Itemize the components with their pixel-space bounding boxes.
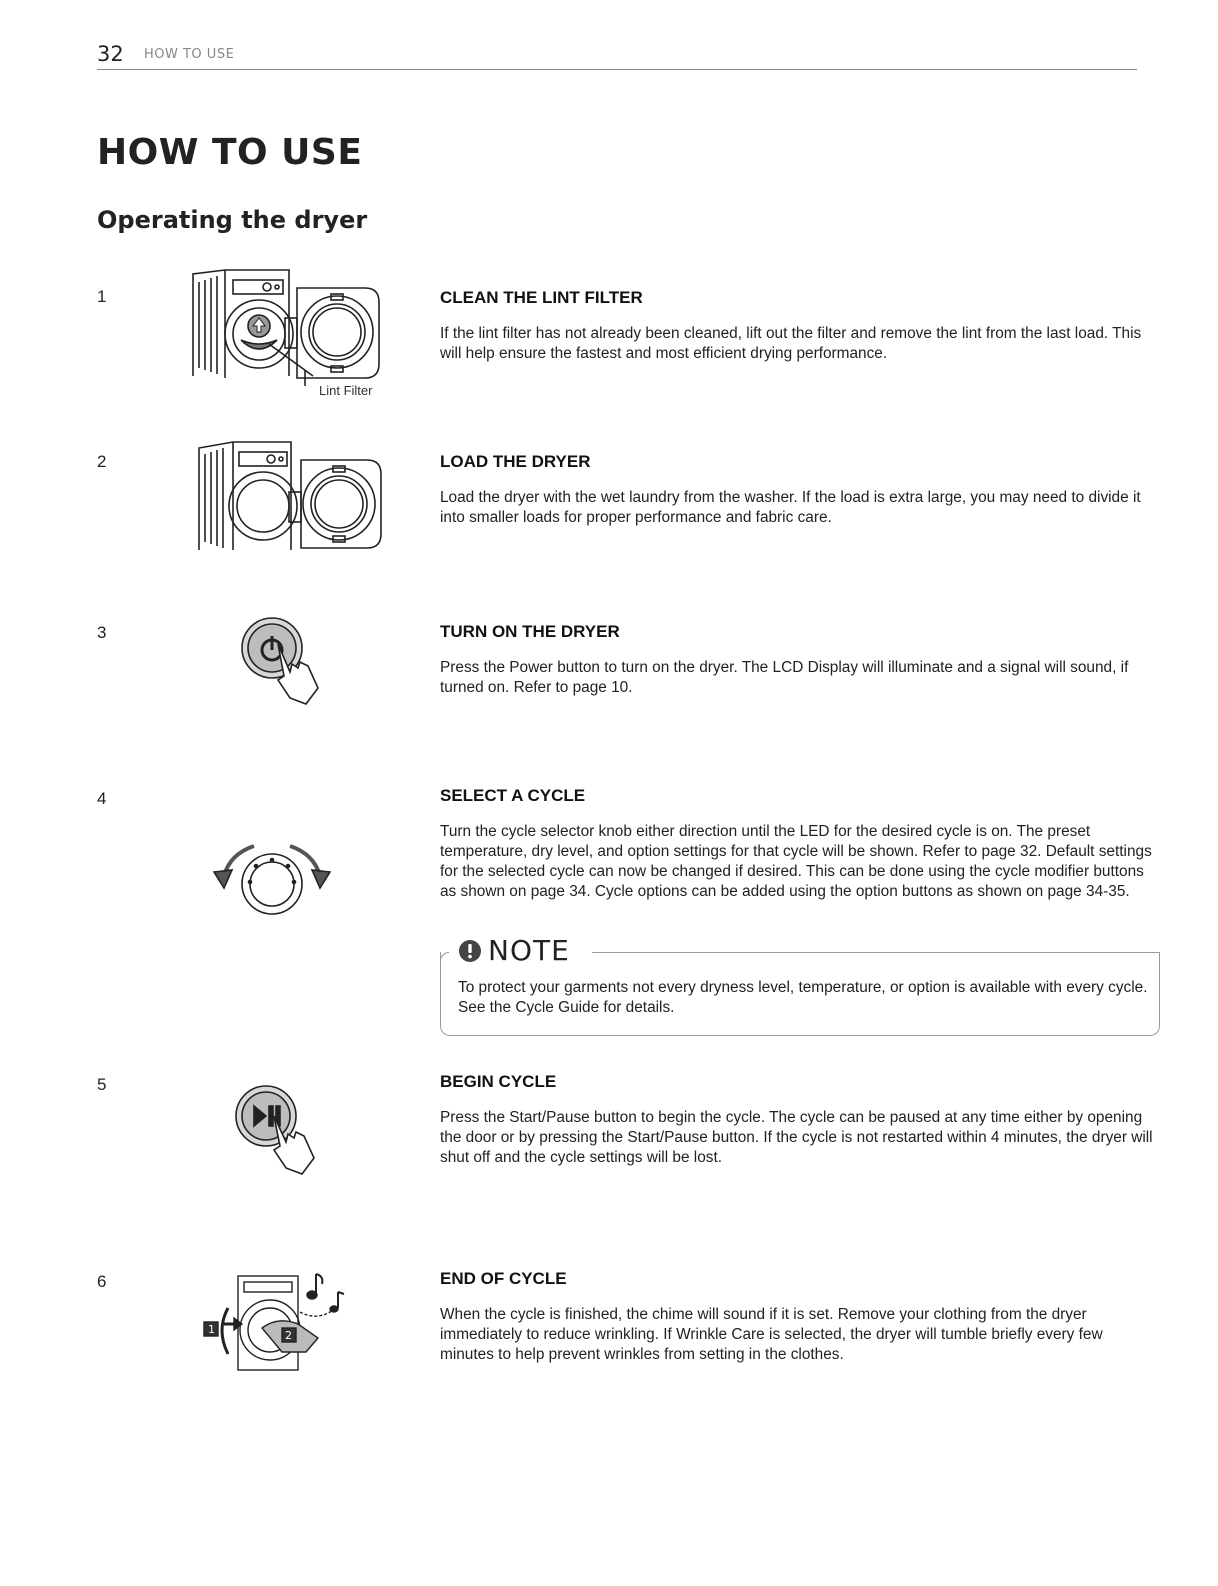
step-number: 2	[97, 452, 107, 471]
step-body: Press the Start/Pause button to begin the cycle. The cycle can be paused at any time either by opening the door or by pressing the Start/Pause button. If the cycle is not restarted within 4 minutes, the dryer will shut off and the cycle settings will be lost.	[440, 1109, 1153, 1166]
step-number: 6	[97, 1272, 107, 1291]
note-label: NOTE	[488, 934, 570, 967]
step-body: When the cycle is finished, the chime will sound if it is set. Remove your clothing from the dryer immediately to reduce wrinkling. If Wrinkle Care is selected, the dryer will tumble briefly every few minutes to help prevent wrinkles from setting in the clothes.	[440, 1306, 1103, 1363]
step-body: Press the Power button to turn on the dryer. The LCD Display will illuminate and a signal will sound, if turned on. Refer to page 10.	[440, 659, 1129, 696]
start-pause-button-icon	[230, 1082, 326, 1176]
lint-filter-callout: Lint Filter	[319, 383, 373, 398]
note-text: To protect your garments not every dryness level, temperature, or option is available with every cycle. See the Cycle Guide for details.	[458, 979, 1148, 1016]
step-heading: CLEAN THE LINT FILTER	[440, 288, 643, 307]
step-body: If the lint filter has not already been cleaned, lift out the filter and remove the lint from the last load. This will help ensure the fastest and most efficient drying performance.	[440, 325, 1142, 362]
step-heading: SELECT A CYCLE	[440, 786, 586, 805]
step-number: 4	[97, 789, 107, 808]
page-number: 32	[97, 42, 124, 66]
warning-icon	[458, 939, 482, 963]
unload-dryer-chime-icon	[198, 1264, 358, 1374]
running-title: HOW TO USE	[144, 47, 235, 62]
step-number: 5	[97, 1075, 107, 1094]
step-body: Load the dryer with the wet laundry from the washer. If the load is extra large, you may need to divide it into smaller loads for proper performance and fabric care.	[440, 489, 1141, 526]
page-title: HOW TO USE	[97, 132, 363, 173]
step-heading: TURN ON THE DRYER	[440, 622, 620, 641]
note-header	[458, 934, 570, 967]
power-button-icon	[238, 614, 330, 708]
step-heading: BEGIN CYCLE	[440, 1072, 557, 1091]
dryer-lint-filter-icon	[185, 268, 385, 386]
step-heading: LOAD THE DRYER	[440, 452, 591, 471]
step-heading: END OF CYCLE	[440, 1269, 567, 1288]
step-number: 3	[97, 623, 107, 642]
step-body: Turn the cycle selector knob either direction until the LED for the desired cycle is on. The preset temperature, dry level, and option settings for that cycle will be shown. Refer to page 32. Default settings for the selected cycle can now be changed if desired. This can be done using the cycle modifier buttons as shown on page 34. Cycle options can be added using the option buttons as shown on page 34-35.	[440, 823, 1152, 900]
section-title: Operating the dryer	[97, 206, 368, 234]
cycle-knob-icon	[210, 836, 334, 916]
svg-text:1: 1	[208, 1323, 215, 1336]
page-header	[97, 42, 1137, 70]
step-number: 1	[97, 287, 107, 306]
dryer-open-door-icon	[185, 438, 385, 554]
svg-text:2: 2	[285, 1329, 292, 1342]
